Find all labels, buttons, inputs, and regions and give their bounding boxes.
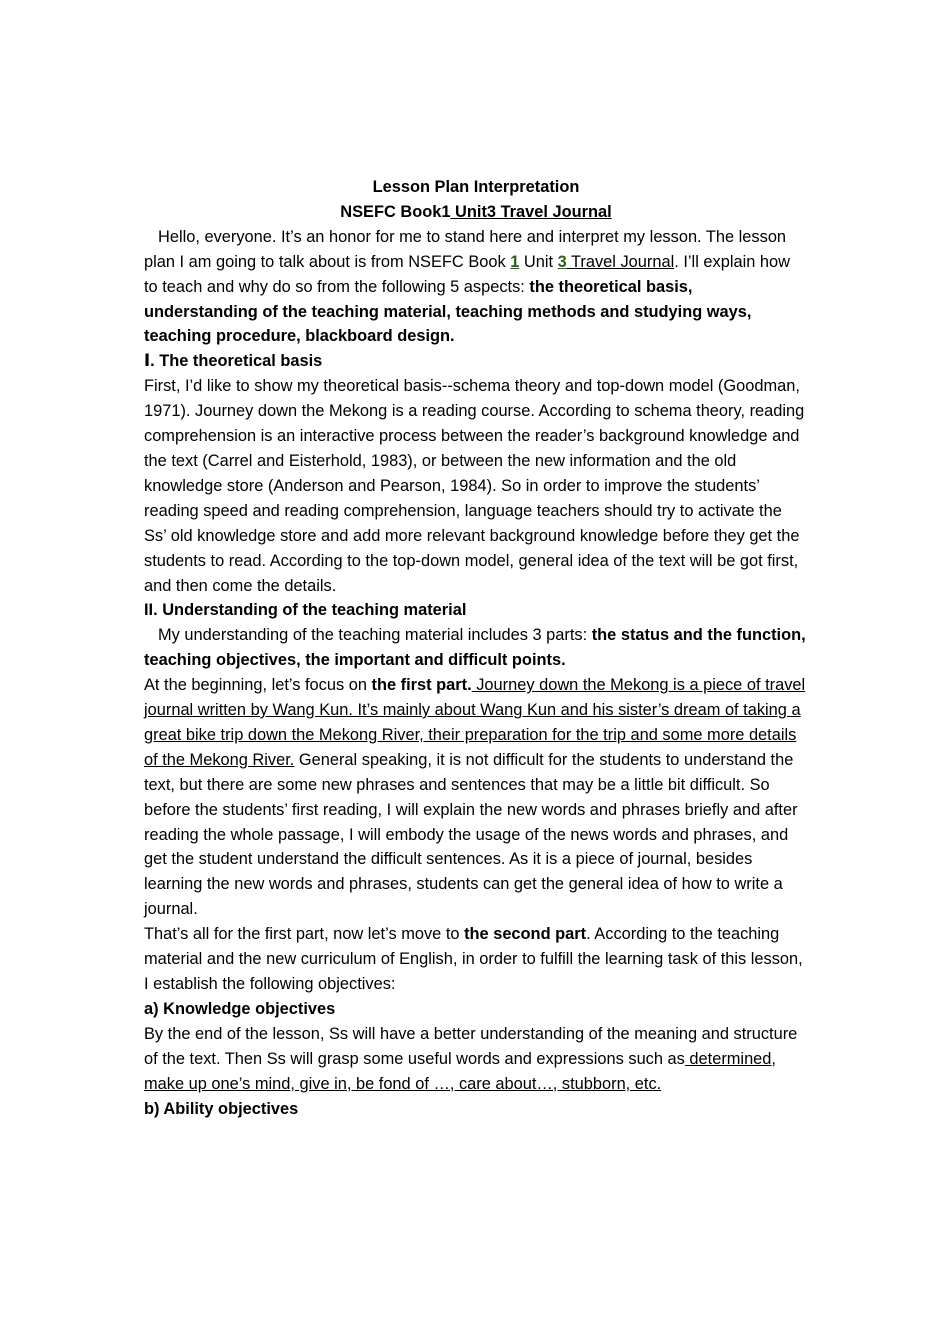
knowledge-objectives-text: By the end of the lesson, Ss will have a better understanding of the meaning and structure of the text. Then Ss will grasp some useful words and expressions such as	[144, 1024, 798, 1068]
section2-p3-second-part: the second part	[464, 925, 587, 944]
knowledge-objectives-heading: a) Knowledge objectives	[144, 999, 336, 1018]
section2-p2-summary: Journey down the Mekong is a piece of travel journal written by Wang Kun. It’s mainly about Wang Kun and his sister’s dream of taking a great bike trip down the Mekong River, their preparation for the trip and some more details of the Mekong River.	[144, 676, 806, 769]
section2-p3-text-1: That’s all for the first part, now let’s move to	[144, 925, 465, 944]
intro-text-4: . I’ll explain how to teach and why do so from the following 5 aspects:	[144, 252, 790, 296]
section2-p2-text-2: General speaking, it is not difficult for the students to understand the text, but there are some new phrases and sentences that may be a little bit difficult. So before the students’ first reading, I will explain the new words and phrases briefly and after reading the whole passage, I will embody the usage of the news words and phrases, and get the student understand the difficult sentences. As it is a piece of journal, besides learning the new words and phrases, students can get the general idea of how to write a journal.	[144, 750, 798, 919]
intro-text-2: Unit	[519, 252, 558, 271]
intro-unit-number: 3	[557, 252, 567, 271]
section2-p2-first-part: the first part.	[371, 676, 472, 695]
section2-p2-text-1: At the beginning, let’s focus on	[144, 676, 372, 695]
document-page	[144, 175, 808, 1121]
section2-paragraph-2	[144, 673, 808, 922]
section1-body: First, I’d like to show my theoretical basis--schema theory and top-down model (Goodman, 1971). Journey down the Mekong is a reading course. According to schema theory, reading comprehension is an interactive process between the reader’s background knowledge and the text (Carrel and Eisterhold, 1983), or between the new information and the old knowledge store (Anderson and Pearson, 1984). So in order to improve the students’ reading speed and reading comprehension, language teachers should try to activate the Ss’ old knowledge store and add more relevant background knowledge before they get the students to read. According to the top-down model, general idea of the text will be got first, and then come the details.	[144, 377, 805, 595]
intro-book-number: 1	[510, 252, 520, 271]
section2-p3-text-2: . According to the teaching material and the new curriculum of English, in order to fulfill the learning task of this lesson, I establish the following objectives:	[144, 925, 803, 993]
section2-p1-text: My understanding of the teaching material includes 3 parts:	[158, 626, 592, 645]
document-title: Lesson Plan Interpretation	[372, 178, 580, 196]
subtitle-prefix: NSEFC Book1	[340, 202, 451, 221]
section2-p1-parts: the status and the function, teaching objectives, the important and difficult points.	[144, 626, 806, 670]
intro-paragraph	[144, 225, 808, 350]
section1-heading: Ⅰ. The theoretical basis	[144, 352, 323, 371]
ability-objectives-heading: b) Ability objectives	[144, 1099, 299, 1118]
subtitle-unit: Unit3 Travel Journal	[450, 202, 612, 221]
intro-aspects: the theoretical basis, understanding of the teaching material, teaching methods and studying ways, teaching procedure, blackboard design.	[144, 277, 752, 346]
document-subtitle	[144, 200, 808, 225]
intro-text-1: Hello, everyone. It’s an honor for me to stand here and interpret my lesson. The lesson plan I am going to talk about is from NSEFC Book	[144, 227, 787, 271]
section2-paragraph-1	[144, 623, 808, 673]
intro-unit-title: Travel Journal	[566, 252, 675, 271]
section2-paragraph-3	[144, 922, 808, 997]
section2-heading: II. Understanding of the teaching material	[144, 601, 467, 620]
knowledge-objectives-body	[144, 1022, 808, 1097]
knowledge-objectives-expressions: determined, make up one’s mind, give in, be fond of …, care about…, stubborn, etc.	[144, 1049, 776, 1093]
